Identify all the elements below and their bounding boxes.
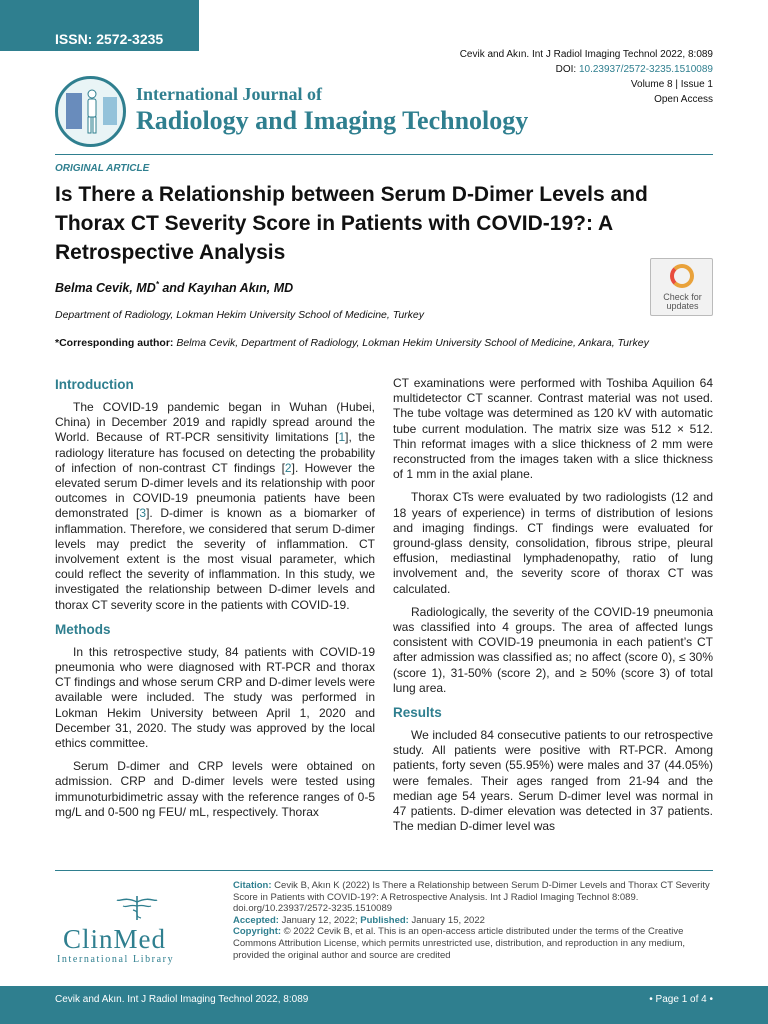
journal-logo-icon xyxy=(55,76,126,147)
methods-paragraph-3: CT examinations were performed with Toshiba Aquilion 64 multidetector CT scanner. Contrast material was not used. The tube voltage was determined as 120 kV with automatic tube current modulation. The matrix size was 512 × 512. Thin reformat images with a slice thickness of 2 mm were reconstructed from the images taken with a slice thickness of 1 mm in the axial plane. xyxy=(393,376,713,482)
dates-line xyxy=(233,915,713,927)
copyright-line xyxy=(233,926,713,961)
citation-block xyxy=(233,880,713,961)
methods-paragraph-4: Thorax CTs were evaluated by two radiologists (12 and 18 years of experience) in terms of distribution of lesions and imaging findings. CT findings were evaluated for ground-glass density, consolidation, fibrous stripe, pleural effusion, mediastinal lymphadenopathy, ratio of lung involvement and, the severity score of thorax CT was calculated. xyxy=(393,490,713,596)
page-footer xyxy=(0,986,768,1024)
citation-text: Cevik B, Akın K (2022) Is There a Relationship between Serum D-Dimer Levels and Thorax CT Severity Score in Patients with COVID-19?: A Retrospective Analysis. Int J Radiol Imaging Technol 8:089. doi.org/10.23937/2572-3235.1510089 xyxy=(233,880,710,915)
check-updates-icon xyxy=(670,264,694,288)
journal-name-line2: Radiology and Imaging Technology xyxy=(136,106,529,135)
author-2: and Kayıhan Akın, MD xyxy=(158,281,294,296)
doi-label: DOI: xyxy=(555,64,579,75)
intro-paragraph xyxy=(55,400,375,613)
accepted-date: January 12, 2022; xyxy=(278,914,361,926)
citation-label: Citation: xyxy=(233,880,272,891)
doi-line xyxy=(460,62,713,77)
results-paragraph-1: We included 84 consecutive patients to our retrospective study. All patients were positive with RT-PCR. Among patients, forty seven (55.95%) were males and 37 (44.05%) were females. Their ages ranged from 21-94 and the median age 54 years. Serum D-dimer level was normal in 47 patients. D-dimer elevation was detected in 37 patients. The median D-dimer level was xyxy=(393,728,713,834)
intro-text-d: ]. D-dimer is known as a biomarker of inflammation. Therefore, we considered that serum D-dimer levels may predict the severity of inflammation. CT involvement extent is the most visual parameter, which could reflect the severity of inflammation. In this study, we investigated the relationship between D-dimer levels and thorax CT severity score in the patients with COVID-19. xyxy=(55,506,376,612)
affiliation: Department of Radiology, Lokman Hekim University School of Medicine, Turkey xyxy=(55,309,425,321)
check-for-updates-badge[interactable] xyxy=(650,258,713,316)
issn-tab xyxy=(0,0,199,51)
open-access: Open Access xyxy=(654,94,713,105)
intro-heading: Introduction xyxy=(55,377,134,392)
ref-link-1[interactable]: 1 xyxy=(338,430,346,445)
accepted-label: Accepted: xyxy=(233,914,279,926)
authors xyxy=(55,280,293,295)
header-divider xyxy=(55,154,713,155)
citation-divider xyxy=(55,870,713,871)
published-label: Published: xyxy=(360,914,409,926)
author-mark: * xyxy=(155,280,159,289)
publisher-brand: ClinMed xyxy=(63,924,167,954)
ref-link-3[interactable]: 3 xyxy=(139,506,147,521)
ref-link-2[interactable]: 2 xyxy=(284,460,292,475)
publisher-logo xyxy=(55,894,225,969)
corr-label: *Corresponding author: xyxy=(55,337,174,349)
published-date: January 15, 2022 xyxy=(408,914,485,926)
page-number: • Page 1 of 4 • xyxy=(649,994,713,1005)
intro-text-a: The COVID-19 pandemic began in Wuhan (Hubei, China) in December 2019 and rapidly spread around the World. Because of RT-PCR sensitivity limitations [ xyxy=(55,400,375,445)
methods-heading: Methods xyxy=(55,621,111,637)
methods-paragraph-5: Radiologically, the severity of the COVID-19 pneumonia was classified into 4 groups. The area of affected lungs consistent with COVID-19 pneumonia in each patient’s CT after admission was classified as; no affect (score 0), ≤ 30% (score 1), 31-50% (score 2), and ≥ 50% (score 3) of total lung area. xyxy=(393,604,713,695)
corresponding-author xyxy=(55,336,715,351)
author-1: Belma Cevik, MD xyxy=(55,281,156,296)
footer-citation: Cevik and Akın. Int J Radiol Imaging Technol 2022, 8:089 xyxy=(55,994,309,1005)
caduceus-icon xyxy=(115,894,159,920)
intro-text-b: ], the radiology literature has focused on detecting the probability of infection of non-contrast CT findings [ xyxy=(55,430,375,475)
volume-issue: Volume 8 | Issue 1 xyxy=(630,79,713,90)
article-meta xyxy=(460,47,713,107)
publisher-library: International Library xyxy=(57,954,175,965)
intro-text-c: ]. However the elevated serum D-dimer levels and its relationship with poor outcomes in COVID-19 pneumonia patients have been demonstrated [ xyxy=(55,460,375,521)
journal-name-line1: International Journal of xyxy=(136,84,323,104)
copyright-text: © 2022 Cevik B, et al. This is an open-access article distributed under the terms of the Creative Commons Attribution License, which permits unrestricted use, distribution, and reproduction in any medium, provided the original author and source are credited xyxy=(233,926,685,961)
left-column xyxy=(55,376,375,828)
issn-text: ISSN: 2572-3235 xyxy=(55,31,164,47)
results-heading: Results xyxy=(393,705,442,721)
methods-paragraph-2: Serum D-dimer and CRP levels were obtained on admission. CRP and D-dimer levels were tested using immunoturbidimetric assay with the reference ranges of 0-5 mg/L and 0-500 ng FEU/ mL, respectively. Thorax xyxy=(55,759,375,819)
check-updates-label: Check for updates xyxy=(663,292,702,311)
citation-short: Cevik and Akın. Int J Radiol Imaging Technol 2022, 8:089 xyxy=(459,49,713,60)
article-type: ORIGINAL ARTICLE xyxy=(55,163,150,174)
citation-line xyxy=(233,880,713,915)
copyright-label: Copyright: xyxy=(233,926,282,938)
methods-paragraph-1: In this retrospective study, 84 patients with COVID-19 pneumonia who were diagnosed with RT-PCR and thorax CT findings and whose serum CRP and D-dimer levels were available were included. The study was performed in Lokman Hekim University between April 1, 2020 and December 31, 2020. The study was approved by the local ethics committee. xyxy=(55,644,375,751)
article-title: Is There a Relationship between Serum D-Dimer Levels and Thorax CT Severity Score in Patients with COVID-19?: A Retrospective Analysis xyxy=(55,183,648,264)
doi-link[interactable]: 10.23937/2572-3235.1510089 xyxy=(578,64,713,75)
right-column xyxy=(393,376,713,842)
corr-text: Belma Cevik, Department of Radiology, Lokman Hekim University School of Medicine, Ankara, Turkey xyxy=(173,337,649,349)
